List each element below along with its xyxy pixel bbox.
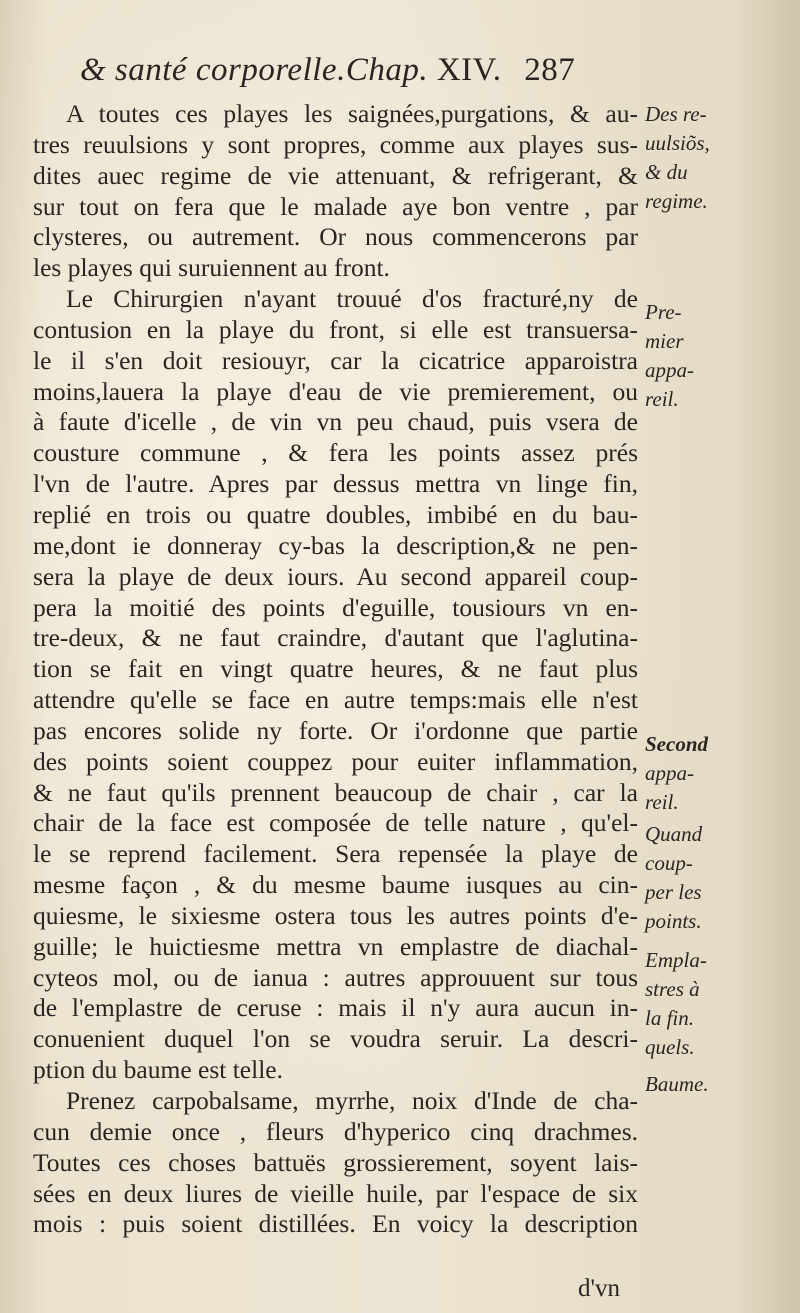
text-line: replié en trois ou quatre doubles, imbibé en du bau- xyxy=(33,499,638,529)
text-line: guille; le huictiesme mettra vn emplastre de diachal- xyxy=(33,931,638,961)
text-line: pera la moitié des points d'eguille, tousiours vn en- xyxy=(33,592,638,622)
text-line: tre-deux, & ne faut craindre, d'autant que l'aglutina- xyxy=(33,623,638,653)
text-line: attendre qu'elle se face en autre temps:mais elle n'est xyxy=(33,685,638,715)
running-header xyxy=(80,52,680,89)
margin-note-line: Second xyxy=(645,732,708,756)
text-line: Le Chirurgien n'ayant trouué d'os fracturé,ny de xyxy=(66,284,638,314)
text-line: Toutes ces choses battuës grossierement, soyent lais- xyxy=(33,1147,638,1177)
text-line: & ne faut qu'ils prennent beaucoup de chair , car la xyxy=(33,777,638,807)
text-line: le il s'en doit resiouyr, car la cicatrice apparoistra xyxy=(33,345,638,375)
page-number: 287 xyxy=(524,52,576,88)
catchword: d'vn xyxy=(578,1275,621,1302)
margin-note-line: Pre- xyxy=(645,300,682,324)
text-line: ption du baume est telle. xyxy=(33,1055,283,1085)
text-line: l'vn de l'autre. Apres par dessus mettra vn linge fin, xyxy=(33,469,638,499)
text-line: de l'emplastre de ceruse : mais il n'y aura aucun in- xyxy=(33,993,638,1023)
text-line: conuenient duquel l'on se voudra seruir. La descri- xyxy=(33,1024,638,1054)
margin-note xyxy=(645,820,795,936)
margin-note xyxy=(645,946,795,1062)
margin-note-line: Des re- xyxy=(645,102,707,126)
margin-note xyxy=(645,1070,795,1099)
text-line: tres reuulsions y sont propres, comme aux playes sus- xyxy=(33,129,638,159)
margin-note-line: quels. xyxy=(645,1035,695,1059)
text-line: tion se fait en vingt quatre heures, & ne faut plus xyxy=(33,654,638,684)
margin-note-line: appa- xyxy=(645,358,694,382)
text-line: dites auec regime de vie attenuant, & refrigerant, & xyxy=(33,160,638,190)
text-line: les playes qui suruiennent au front. xyxy=(33,253,390,283)
text-line: Prenez carpobalsame, myrrhe, noix d'Inde de cha- xyxy=(66,1086,638,1115)
text-line: A toutes ces playes les saignées,purgations, & au- xyxy=(66,99,638,128)
margin-note-line: regime. xyxy=(645,189,708,213)
margin-note-line: Quand xyxy=(645,822,703,846)
margin-note-line: appa- xyxy=(645,761,694,785)
text-line: le se reprend facilement. Sera repensée la playe de xyxy=(33,839,638,869)
margin-note-line: uulsiõs, xyxy=(645,131,710,155)
text-line: me,dont ie donneray cy-bas la description,& ne pen- xyxy=(33,530,638,560)
text-line: cyteos mol, ou de ianua : autres approuuent sur tous xyxy=(33,962,638,992)
text-line: contusion en la playe du front, si elle est transuersa- xyxy=(33,314,638,344)
text-line: mois : puis soient distillées. En voicy la description xyxy=(33,1209,638,1239)
margin-note-line: Empla- xyxy=(645,948,707,972)
text-line: clysteres, ou autrement. Or nous commencerons par xyxy=(33,222,638,252)
text-line: sées en deux liures de vieille huile, par l'espace de six xyxy=(33,1178,638,1208)
margin-note-line: la fin. xyxy=(645,1006,695,1030)
margin-note-line: points. xyxy=(645,909,702,933)
text-line: mesme façon , & du mesme baume iusques au cin- xyxy=(33,870,638,900)
margin-note-line: per les xyxy=(645,880,702,904)
main-text-column xyxy=(33,99,638,1240)
margin-note xyxy=(645,298,795,414)
margin-note-line: Baume. xyxy=(645,1072,709,1096)
margin-note-line: stres à xyxy=(645,977,700,1001)
text-line: cousture commune , & fera les points assez prés xyxy=(33,438,638,468)
margin-note xyxy=(645,730,795,817)
margin-note-line: mier xyxy=(645,329,684,353)
text-line: quiesme, le sixiesme ostera tous les autres points d'e- xyxy=(33,900,638,930)
text-line: à faute d'icelle , de vin vn peu chaud, puis vsera de xyxy=(33,407,638,437)
text-line: des points soient couppez pour euiter inflammation, xyxy=(33,746,638,776)
margin-note-line: reil. xyxy=(645,790,679,814)
header-title: & santé corporelle.Chap. xyxy=(80,52,429,88)
text-line: cun demie once , fleurs d'hyperico cinq drachmes. xyxy=(33,1116,638,1146)
text-line: chair de la face est composée de telle nature , qu'el- xyxy=(33,808,638,838)
text-line: moins,lauera la playe d'eau de vie premierement, ou xyxy=(33,376,638,406)
margin-note xyxy=(645,100,795,216)
text-line: pas encores solide ny forte. Or i'ordonne que partie xyxy=(33,715,638,745)
margin-note-line: & du xyxy=(645,160,688,184)
margin-note-line: reil. xyxy=(645,387,679,411)
text-line: sur tout on fera que le malade aye bon ventre , par xyxy=(33,191,638,221)
text-line: sera la playe de deux iours. Au second appareil coup- xyxy=(33,561,638,591)
header-chapter: XIV. xyxy=(436,52,502,88)
margin-note-line: coup- xyxy=(645,851,693,875)
